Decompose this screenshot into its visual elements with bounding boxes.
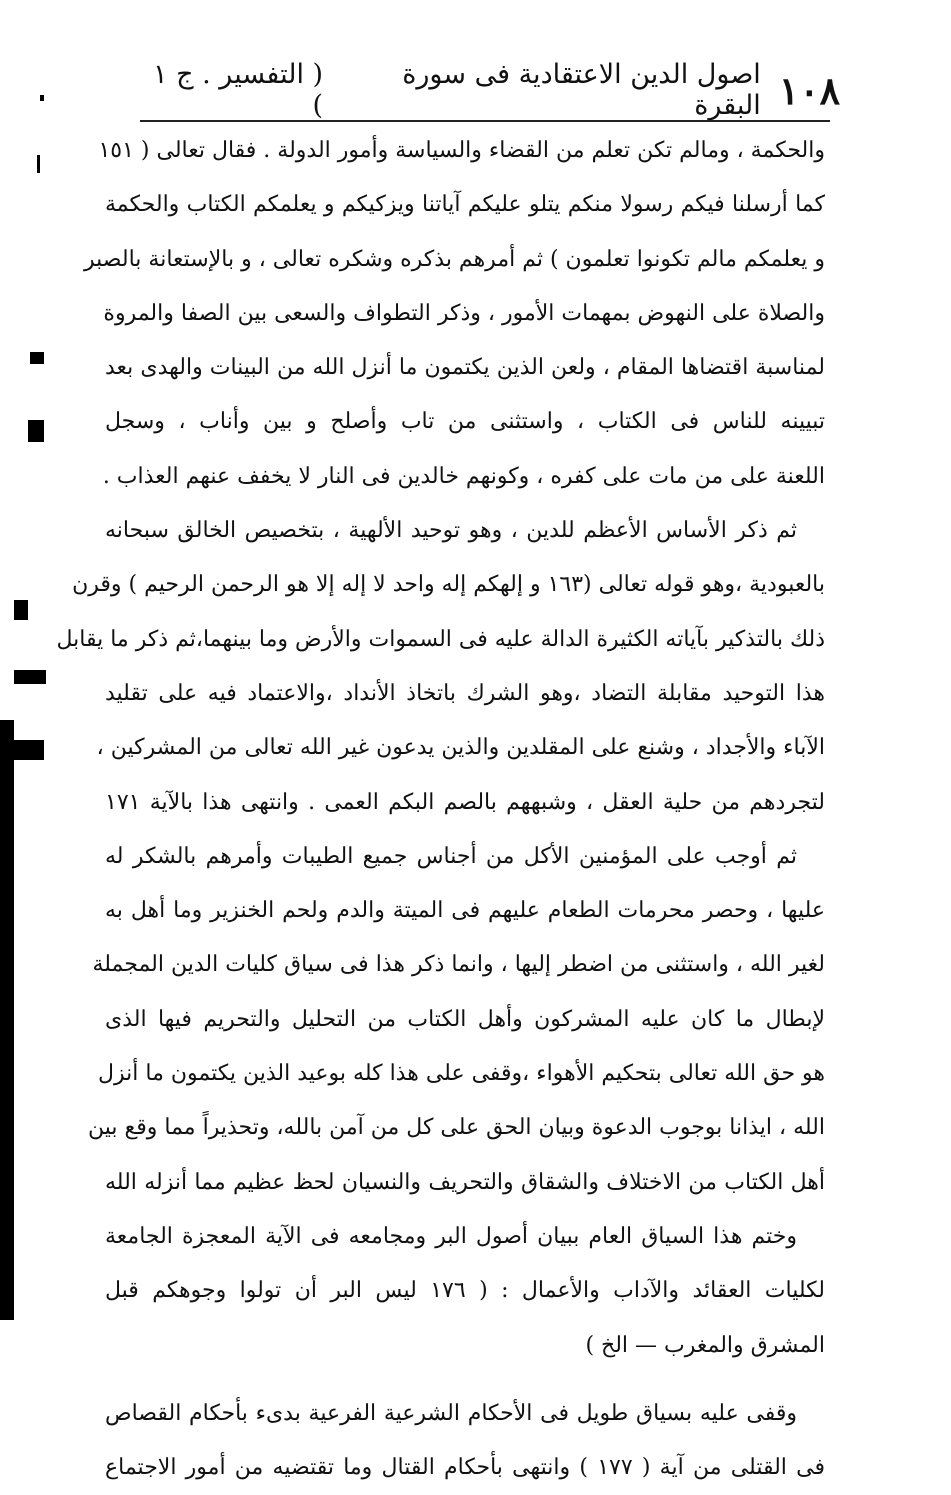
text-line: هو حق الله تعالى بتحكيم الأهواء ،وقفى على هذا كله بوعيد الذين يكتمون ما أنزل	[98, 1061, 825, 1087]
running-header	[140, 60, 840, 120]
text-line: ثم أوجب على المؤمنين الأكل من أجناس جميع الطيبات وأمرهم بالشكر له	[105, 843, 797, 869]
text-line: ثم ذكر الأساس الأعظم للدين ، وهو توحيد الألهية ، بتخصيص الخالق سبحانه	[105, 518, 797, 544]
text-line: لتجردهم من حلية العقل ، وشبههم بالصم البكم العمى . وانتهى هذا بالآية ١٧١	[105, 789, 825, 815]
text-line: وختم هذا السياق العام ببيان أصول البر ومجامعه فى الآية المعجزة الجامعة	[105, 1223, 797, 1249]
body-text	[56, 124, 825, 1495]
text-line: لكليات العقائد والآداب والأعمال : ( ١٧٦ ليس البر أن تولوا وجوهكم قبل	[105, 1278, 825, 1304]
text-line: لمناسبة اقتضاها المقام ، ولعن الذين يكتمون ما أنزل الله من البينات والهدى بعد	[105, 355, 825, 381]
text-line: والصلاة على النهوض بمهمات الأمور ، وذكر التطواف والسعى بين الصفا والمروة	[103, 300, 825, 326]
text-line: هذا التوحيد مقابلة التضاد ،وهو الشرك باتخاذ الأنداد ،والاعتماد فيه على تقليد	[105, 680, 825, 706]
text-line: فى القتلى من آية ( ١٧٧ ) وانتهى بأحكام القتال وما تقتضيه من أمور الاجتماع	[105, 1455, 825, 1481]
text-line: المشرق والمغرب — الخ )	[585, 1332, 825, 1358]
text-line: الآباء والأجداد ، وشنع على المقلدين والذين يدعون غير الله تعالى من المشركين ،	[96, 735, 825, 761]
text-line: لغير الله ، واستثنى من اضطر إليها ، وانما ذكر هذا فى سياق كليات الدين المجملة	[92, 952, 825, 978]
text-line: ذلك بالتذكير بآياته الكثيرة الدالة عليه فى السموات والأرض وما بينهما،ثم ذكر ما يقابل	[56, 626, 825, 652]
scan-edge-shadow	[0, 720, 14, 1320]
scan-mark	[14, 740, 44, 760]
running-title: اصول الدين الاعتقادية فى سورة البقرة	[402, 59, 761, 121]
text-line: كما أرسلنا فيكم رسولا منكم يتلو عليكم آياتنا ويزكيكم و يعلمكم الكتاب والحكمة	[105, 192, 825, 218]
scan-mark	[14, 670, 46, 684]
page-number: ١٠٨	[778, 67, 840, 113]
scan-mark	[14, 600, 28, 620]
scan-mark	[40, 95, 44, 101]
text-line: لإبطال ما كان عليه المشركون وأهل الكتاب من التحليل والتحريم فيها الذى	[105, 1006, 825, 1032]
text-line: والحكمة ، ومالم تكن تعلم من القضاء والسياسة وأمور الدولة . فقال تعالى ( ١٥١	[98, 138, 825, 163]
header-rule	[140, 120, 830, 122]
scan-mark	[28, 420, 44, 442]
text-line: أهل الكتاب من الاختلاف والشقاق والتحريف والنسيان لحظ عظيم مما أنزله الله	[105, 1169, 825, 1195]
text-line: بالعبودية ،وهو قوله تعالى (١٦٣ و إلهكم إله واحد لا إله إلا هو الرحمن الرحيم ) وقرن	[72, 572, 825, 598]
scan-mark	[30, 352, 44, 364]
text-line: اللعنة على من مات على كفره ، وكونهم خالدين فى النار لا يخفف عنهم العذاب .	[102, 463, 825, 489]
text-line: الله ، ايذانا بوجوب الدعوة وبيان الحق على كل من آمن بالله، وتحذيراً مما وقع بين	[88, 1115, 825, 1141]
scan-mark	[37, 155, 40, 173]
text-line: و يعلمكم مالم تكونوا تعلمون ) ثم أمرهم بذكره وشكره تعالى ، و بالإستعانة بالصبر	[84, 246, 825, 272]
text-line: عليها ، وحصر محرمات الطعام عليهم فى الميتة والدم ولحم الخنزير وما أهل به	[105, 898, 825, 924]
text-line: وقفى عليه بسياق طويل فى الأحكام الشرعية الفرعية بدىء بأحكام القصاص	[105, 1400, 797, 1426]
volume-label: ( التفسير . ج ١ )	[153, 59, 324, 121]
text-line: تبيينه للناس فى الكتاب ، واستثنى من تاب وأصلح و بين وأناب ، وسجل	[105, 409, 825, 435]
